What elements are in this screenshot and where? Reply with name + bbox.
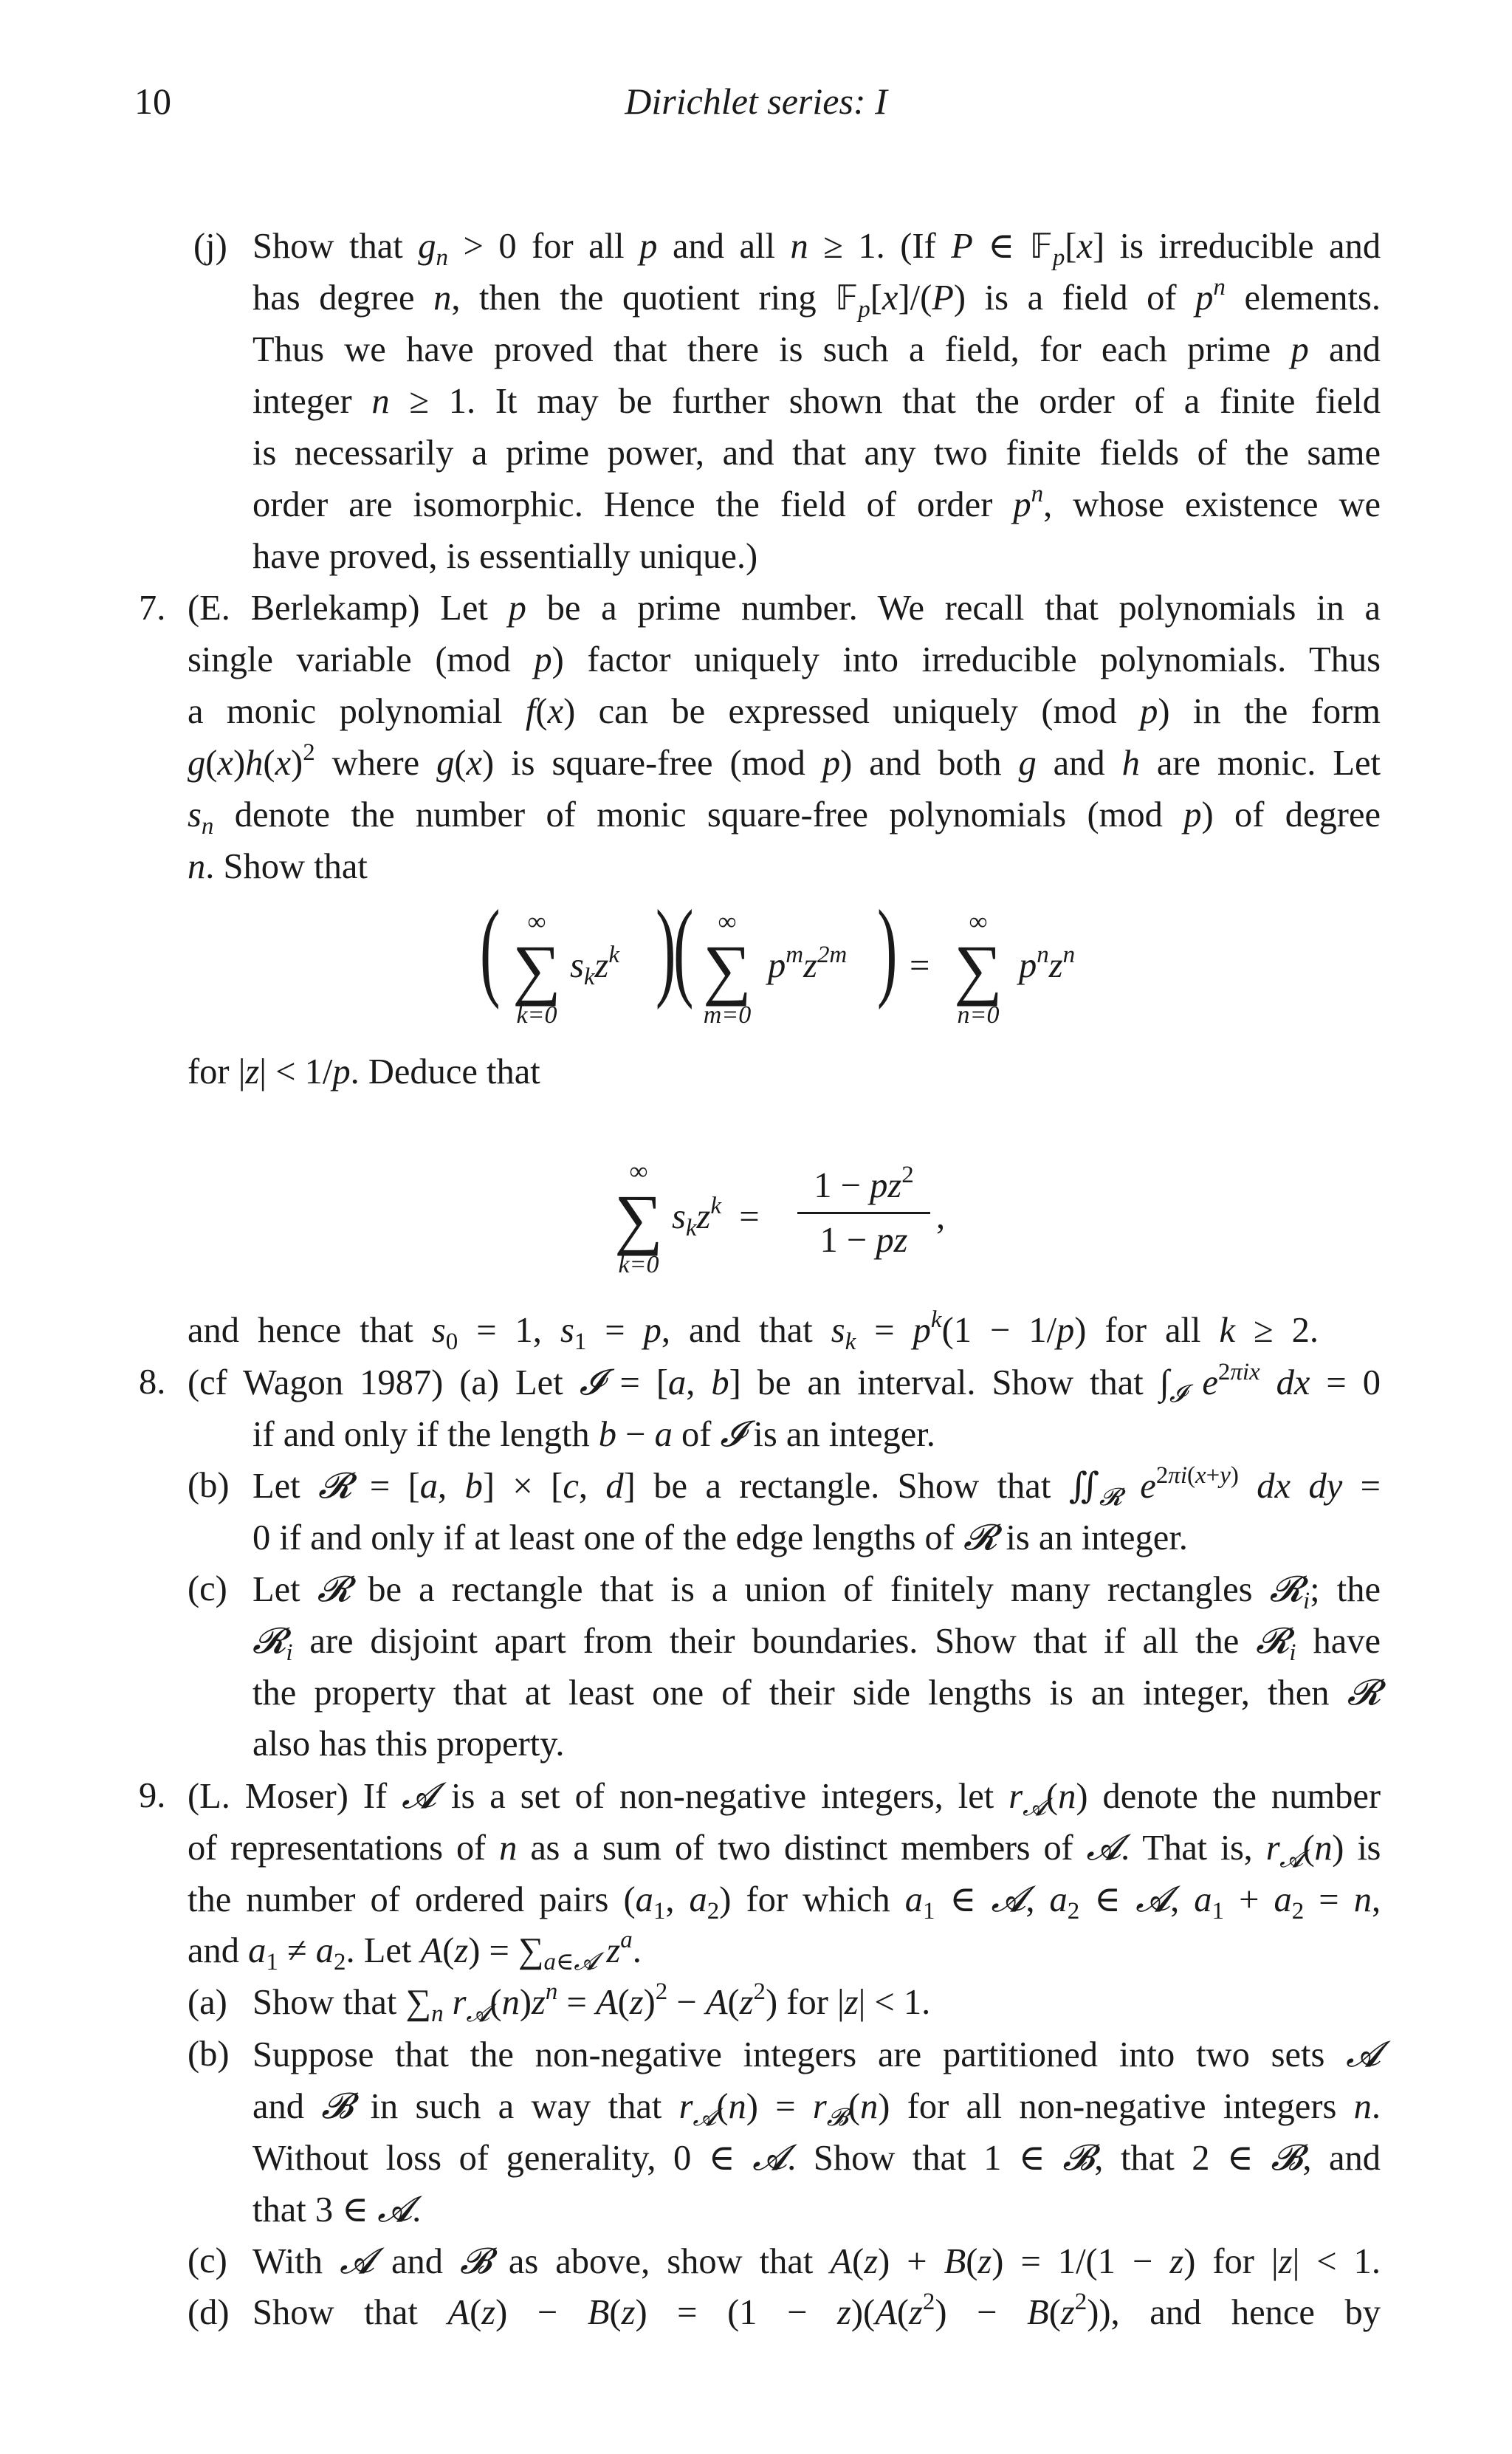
item-j-line-5: is necessarily a prime power, and that any two finite fields of the same bbox=[252, 433, 1381, 473]
item-j-line-6: order are isomorphic. Hence the field of order $p^n$, whose existence we bbox=[252, 481, 1381, 524]
item-9c-label: (c) bbox=[188, 2241, 227, 2280]
item-9a-label: (a) bbox=[188, 1983, 227, 2022]
item-8c-line-3: the property that at least one of their side lengths is an integer, then 𝓡 bbox=[252, 1672, 1381, 1713]
item-9-line-3: the number of ordered pairs ($a_1$, $a_2$) for which $a_1$ ∈ 𝓐, $a_2$ ∈ 𝓐, $a_1 + a_2 = n$, bbox=[188, 1879, 1381, 1925]
item-8b-label: (b) bbox=[188, 1466, 230, 1505]
item-7-line-5: $s_n$ denote the number of monic square-free polynomials (mod p) of degree bbox=[188, 795, 1381, 840]
item-j-line-3: Thus we have proved that there is such a field, for each prime p and bbox=[252, 330, 1381, 369]
item-8-line-2: if and only if the length b − a of 𝓘 is an integer. bbox=[252, 1413, 935, 1455]
item-j-line-1: Show that $g_n > 0$ for all p and all n ≥ 1. (If P ∈ 𝔽$_p$[x] is irreducible and bbox=[252, 226, 1381, 271]
item-7-line-6: n. Show that bbox=[188, 847, 368, 886]
item-j-line-4: integer n ≥ 1. It may be further shown that the order of a finite field bbox=[252, 382, 1381, 421]
item-9b-label: (b) bbox=[188, 2035, 230, 2074]
item-7-line-4: $g(x)h(x)^2$ where g(x) is square-free (mod p) and both g and h are monic. Let bbox=[188, 739, 1381, 783]
item-9d-line-1: Show that $A(z) - B(z) = (1 - z)(A(z^2) - B(z^2))$, and hence by bbox=[252, 2289, 1381, 2332]
item-9b-line-1: Suppose that the non-negative integers are partitioned into two sets 𝓐 bbox=[252, 2034, 1381, 2075]
item-8-label: 8. bbox=[139, 1363, 166, 1402]
running-title: Dirichlet series: I bbox=[625, 80, 887, 122]
item-8c-line-4: also has this property. bbox=[252, 1724, 565, 1764]
item-8c-line-2: 𝓡$_i$ are disjoint apart from their boundaries. Show that if all the 𝓡$_i$ have bbox=[252, 1620, 1381, 1666]
item-8b-line-2: 0 if and only if at least one of the edge lengths of 𝓡 is an integer. bbox=[252, 1517, 1188, 1558]
book-page: 10 Dirichlet series: I (j) Show that $g_n > 0$ for all p and all n ≥ 1. (If P ∈ 𝔽$_p$[x] is irreducible and has degree n, then the quotient ring 𝔽$_p$[x]/(P) is a field of $p^n$ elements. Thus we have proved that there is such a field, for each prime p and integer n ≥ 1. It may be further shown that the order of a finite field is necessarily a prime power, and that any two finite fields of the same order are isomorphic. Hence the field of order $p^n$, whose existence we have proved, is essentially unique.) 7. (E. Berlekamp) Let p be a prime number. We recall that polynomials in a single variable (mod p) factor uniquely into irreducible polynomials. Thus a monic polynomial f(x) can be expressed uniquely (mod p) in the form $g(x)h(x)^2$ where g(x) is square-free (mod p) and both g and h are monic. Let $s_n$ denote the number of monic square-free polynomials (mod p) of degree n. Show that ( ∞ ∑ k=0 $s_kz^k$ ) ( ∞ ∑ m=0 $p^mz^{2m}$ ) = ∞ ∑ n=0 $p^nz^n$ for |z| < 1/p. Deduce that ∞ ∑ k=0 $s_kz^k$ = $1 - pz^2$ 1 − pz , and hence that $s_0 = 1$, $s_1 = p$, and that $s_k = p^k(1 - 1/p)$ for all k ≥ 2. 8. (cf Wagon 1987) (a) Let 𝓘 = [a, b] be an interval. Show that $\int_𝓘$ $e^{2\pi ix}$ dx = 0 if and only if the length b − a of 𝓘 is an integer. (b) Let 𝓡 = [a, b] × [c, d] be a rectangle. Show that $∬_𝓡$ $e^{2\pi i(x+y)}$ dx dy = 0 if and only if at least one of the edge lengths of 𝓡 is an integer. (c) Let 𝓡 be a rectangle that is a union of finitely many rectangles 𝓡$_i$; the 𝓡$_i$ are disjoint apart from their boundaries. Show that if all the 𝓡$_i$ have the property that at least one of their side lengths is an integer, then 𝓡 also has this property. 9. (L. Moser) If 𝓐 is a set of non-negative integers, let $r_𝓐(n)$ denote the number of representations of n as a sum of two distinct members of 𝓐. That is, $r_𝓐(n)$ is the number of ordered pairs ($a_1$, $a_2$) for which $a_1$ ∈ 𝓐, $a_2$ ∈ 𝓐, $a_1 + a_2 = n$, and $a_1 \ne a_2$. Let $A(z) = \sum_{a\in 𝓐}$ $z^a$. (a) Show that $\sum_n$ $r_𝓐(n)z^n = A(z)^2 - A(z^2)$ for |z| < 1. (b) Suppose that the non-negative integers are partitioned into two sets 𝓐 and 𝓑 in such a way that $r_𝓐(n) = r_𝓑(n)$ for all non-negative integers n. Without loss of generality, 0 ∈ 𝓐. Show that 1 ∈ 𝓑, that 2 ∈ 𝓑, and that 3 ∈ 𝓐. (c) With 𝓐 and 𝓑 as above, show that A(z) + B(z) = 1/(1 − z) for |z| < 1. (d) Show that $A(z) - B(z) = (1 - z)(A(z^2) - B(z^2))$, and hence by bbox=[0, 0, 1512, 2454]
item-9b-line-3: Without loss of generality, 0 ∈ 𝓐. Show that 1 ∈ 𝓑, that 2 ∈ 𝓑, and bbox=[252, 2137, 1381, 2179]
item-9b-line-2: and 𝓑 in such a way that $r_𝓐(n) = r_𝓑(n)$ for all non-negative integers n. bbox=[252, 2085, 1381, 2131]
item-7-for-line: for |z| < 1/p. Deduce that bbox=[188, 1052, 540, 1091]
item-7-line-3: a monic polynomial f(x) can be expressed uniquely (mod p) in the form bbox=[188, 692, 1381, 731]
item-9a-line-1: Show that $\sum_n$ $r_𝓐(n)z^n = A(z)^2 - A(z^2)$ for |z| < 1. bbox=[252, 1978, 931, 2027]
item-9b-line-4: that 3 ∈ 𝓐. bbox=[252, 2189, 422, 2230]
item-9-line-1: (L. Moser) If 𝓐 is a set of non-negative integers, let $r_𝓐(n)$ denote the number bbox=[188, 1775, 1381, 1821]
item-8-line-1: (cf Wagon 1987) (a) Let 𝓘 = [a, b] be an interval. Show that $\int_𝓘$ $e^{2\pi ix}$ dx = 0 bbox=[188, 1359, 1381, 1408]
page-number: 10 bbox=[134, 80, 171, 122]
item-j-line-7: have proved, is essentially unique.) bbox=[252, 537, 758, 576]
item-8c-line-1: Let 𝓡 be a rectangle that is a union of finitely many rectangles 𝓡$_i$; the bbox=[252, 1569, 1381, 1614]
item-7-label: 7. bbox=[139, 589, 166, 628]
item-9-line-4: and $a_1 \ne a_2$. Let $A(z) = \sum_{a\in 𝓐}$ $z^a$. bbox=[188, 1927, 642, 1975]
item-7-line-1: (E. Berlekamp) Let p be a prime number. We recall that polynomials in a bbox=[188, 589, 1381, 628]
item-j-line-2: has degree n, then the quotient ring 𝔽$_p$[x]/(P) is a field of $p^n$ elements. bbox=[252, 274, 1381, 323]
item-7-hence-line: and hence that $s_0 = 1$, $s_1 = p$, and that $s_k = p^k(1 - 1/p)$ for all k ≥ 2. bbox=[188, 1306, 1319, 1355]
item-7-line-2: single variable (mod p) factor uniquely into irreducible polynomials. Thus bbox=[188, 640, 1381, 679]
item-8c-label: (c) bbox=[188, 1569, 227, 1608]
item-j-label: (j) bbox=[193, 227, 227, 266]
item-9d-label: (d) bbox=[188, 2293, 230, 2332]
item-9-line-2: of representations of n as a sum of two distinct members of 𝓐. That is, $r_𝓐(n)$ is bbox=[188, 1827, 1381, 1873]
item-9-label: 9. bbox=[139, 1776, 166, 1815]
item-9c-line-1: With 𝓐 and 𝓑 as above, show that A(z) + B(z) = 1/(1 − z) for |z| < 1. bbox=[252, 2241, 1381, 2282]
page-header bbox=[0, 80, 1512, 131]
item-8b-line-1: Let 𝓡 = [a, b] × [c, d] be a rectangle. Show that $∬_𝓡$ $e^{2\pi i(x+y)}$ dx dy = bbox=[252, 1462, 1381, 1511]
